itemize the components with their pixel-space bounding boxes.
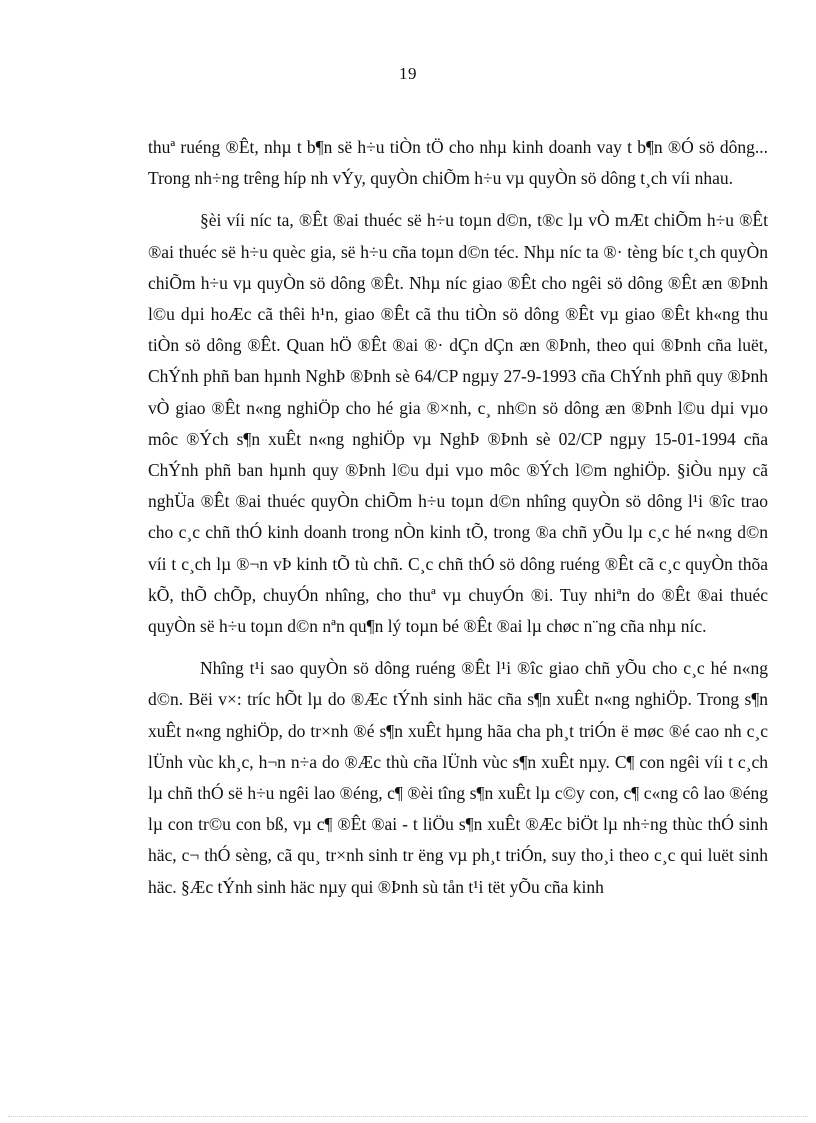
- page-number: 19: [399, 64, 417, 83]
- body-text: [148, 132, 768, 914]
- paragraph-3: Nhîng t¹i sao quyÒn sö dông ruéng ®Êt l¹i ®îc giao chñ yÕu cho c¸c hé n«ng d©n. Bëi v×: tríc hÕt lµ do ®Æc tÝnh sinh häc cña s¶n xuÊt n«ng nghiÖp. Trong s¶n xuÊt n«ng nghiÖp, do tr×nh ®é s¶n xuÊt hµng hãa cha ph¸t triÓn ë møc ®é cao nh c¸c lÜnh vùc kh¸c, h¬n n÷a do ®Æc thù cña lÜnh vùc s¶n xuÊt nµy. C¶ con ngêi víi t c¸ch lµ chñ thÓ së h÷u ngêi lao ®éng, c¶ ®èi tîng s¶n xuÊt lµ c©y con, c¶ c«ng cô lao ®éng lµ con tr©u con bß, vµ c¶ ®Êt ®ai - t liÖu s¶n xuÊt ®Æc biÖt lµ nh÷ng thùc thÓ sinh häc, c¬ thÓ sèng, cã qu¸ tr×nh sinh tr ëng vµ ph¸t triÓn, suy tho¸i theo c¸c qui luët sinh häc. §Æc tÝnh sinh häc nµy qui ®Þnh sù tån t¹i tët yÕu cña kinh: [148, 658, 768, 897]
- paragraph-1: thuª ruéng ®Êt, nhµ t b¶n së h÷u tiÒn tÖ cho nhµ kinh doanh vay t b¶n ®Ó sö dông... Trong nh÷ng trêng híp nh vÝy, quyÒn chiÕm h÷u vµ quyÒn sö dông t¸ch víi nhau.: [148, 137, 768, 189]
- paragraph-2: §èi víi níc ta, ®Êt ®ai thuéc së h÷u toµn d©n, t®c lµ vÒ mÆt chiÕm h÷u ®Êt ®ai thuéc së h÷u quèc gia, së h÷u cña toµn d©n téc. Nhµ níc ta ®· tèng bíc t¸ch quyÒn chiÕm h÷u vµ quyÒn sö dông ®Êt. Nhµ níc giao ®Êt cho ngêi sö dông ®Êt æn ®Þnh l©u dµi hoÆc cã thêi h¹n, giao ®Êt cã thu tiÒn sö dông ®Êt vµ giao ®Êt kh«ng thu tiÒn sö dông ®Êt. Quan hÖ ®Êt ®ai ®· dÇn dÇn æn ®Þnh, theo qui ®Þnh cña luët, ChÝnh phñ ban hµnh NghÞ ®Þnh sè 64/CP ngµy 27-9-1993 cña ChÝnh phñ quy ®Þnh vÒ giao ®Êt n«ng nghiÖp cho hé gia ®×nh, c¸ nh©n sö dông æn ®Þnh l©u dµi vµo môc ®Ých s¶n xuÊt n«ng nghiÖp vµ NghÞ ®Þnh sè 02/CP ngµy 15-01-1994 cña ChÝnh phñ ban hµnh quy ®Þnh l©u dµi vµo môc ®Ých l©m nghiÖp. §iÒu nµy cã nghÜa ®Êt ®ai thuéc quyÒn chiÕm h÷u toµn d©n nhîng quyÒn sö dông l¹i ®îc trao cho c¸c chñ thÓ kinh doanh trong nÒn kinh tÕ, trong ®a chñ yÕu lµ c¸c hé n«ng d©n víi t c¸ch lµ ®¬n vÞ kinh tÕ tù chñ. C¸c chñ thÓ sö dông ruéng ®Êt cã c¸c quyÒn thõa kÕ, thÕ chÕp, chuyÓn nhîng, cho thuª vµ chuyÓn ®i. Tuy nhiªn do ®Êt ®ai thuéc quyÒn së h÷u toµn d©n nªn qu¶n lý toµn bé ®Êt ®ai lµ chøc n¨ng cña nhµ níc.: [148, 210, 768, 637]
- page-bottom-border: [8, 1116, 808, 1117]
